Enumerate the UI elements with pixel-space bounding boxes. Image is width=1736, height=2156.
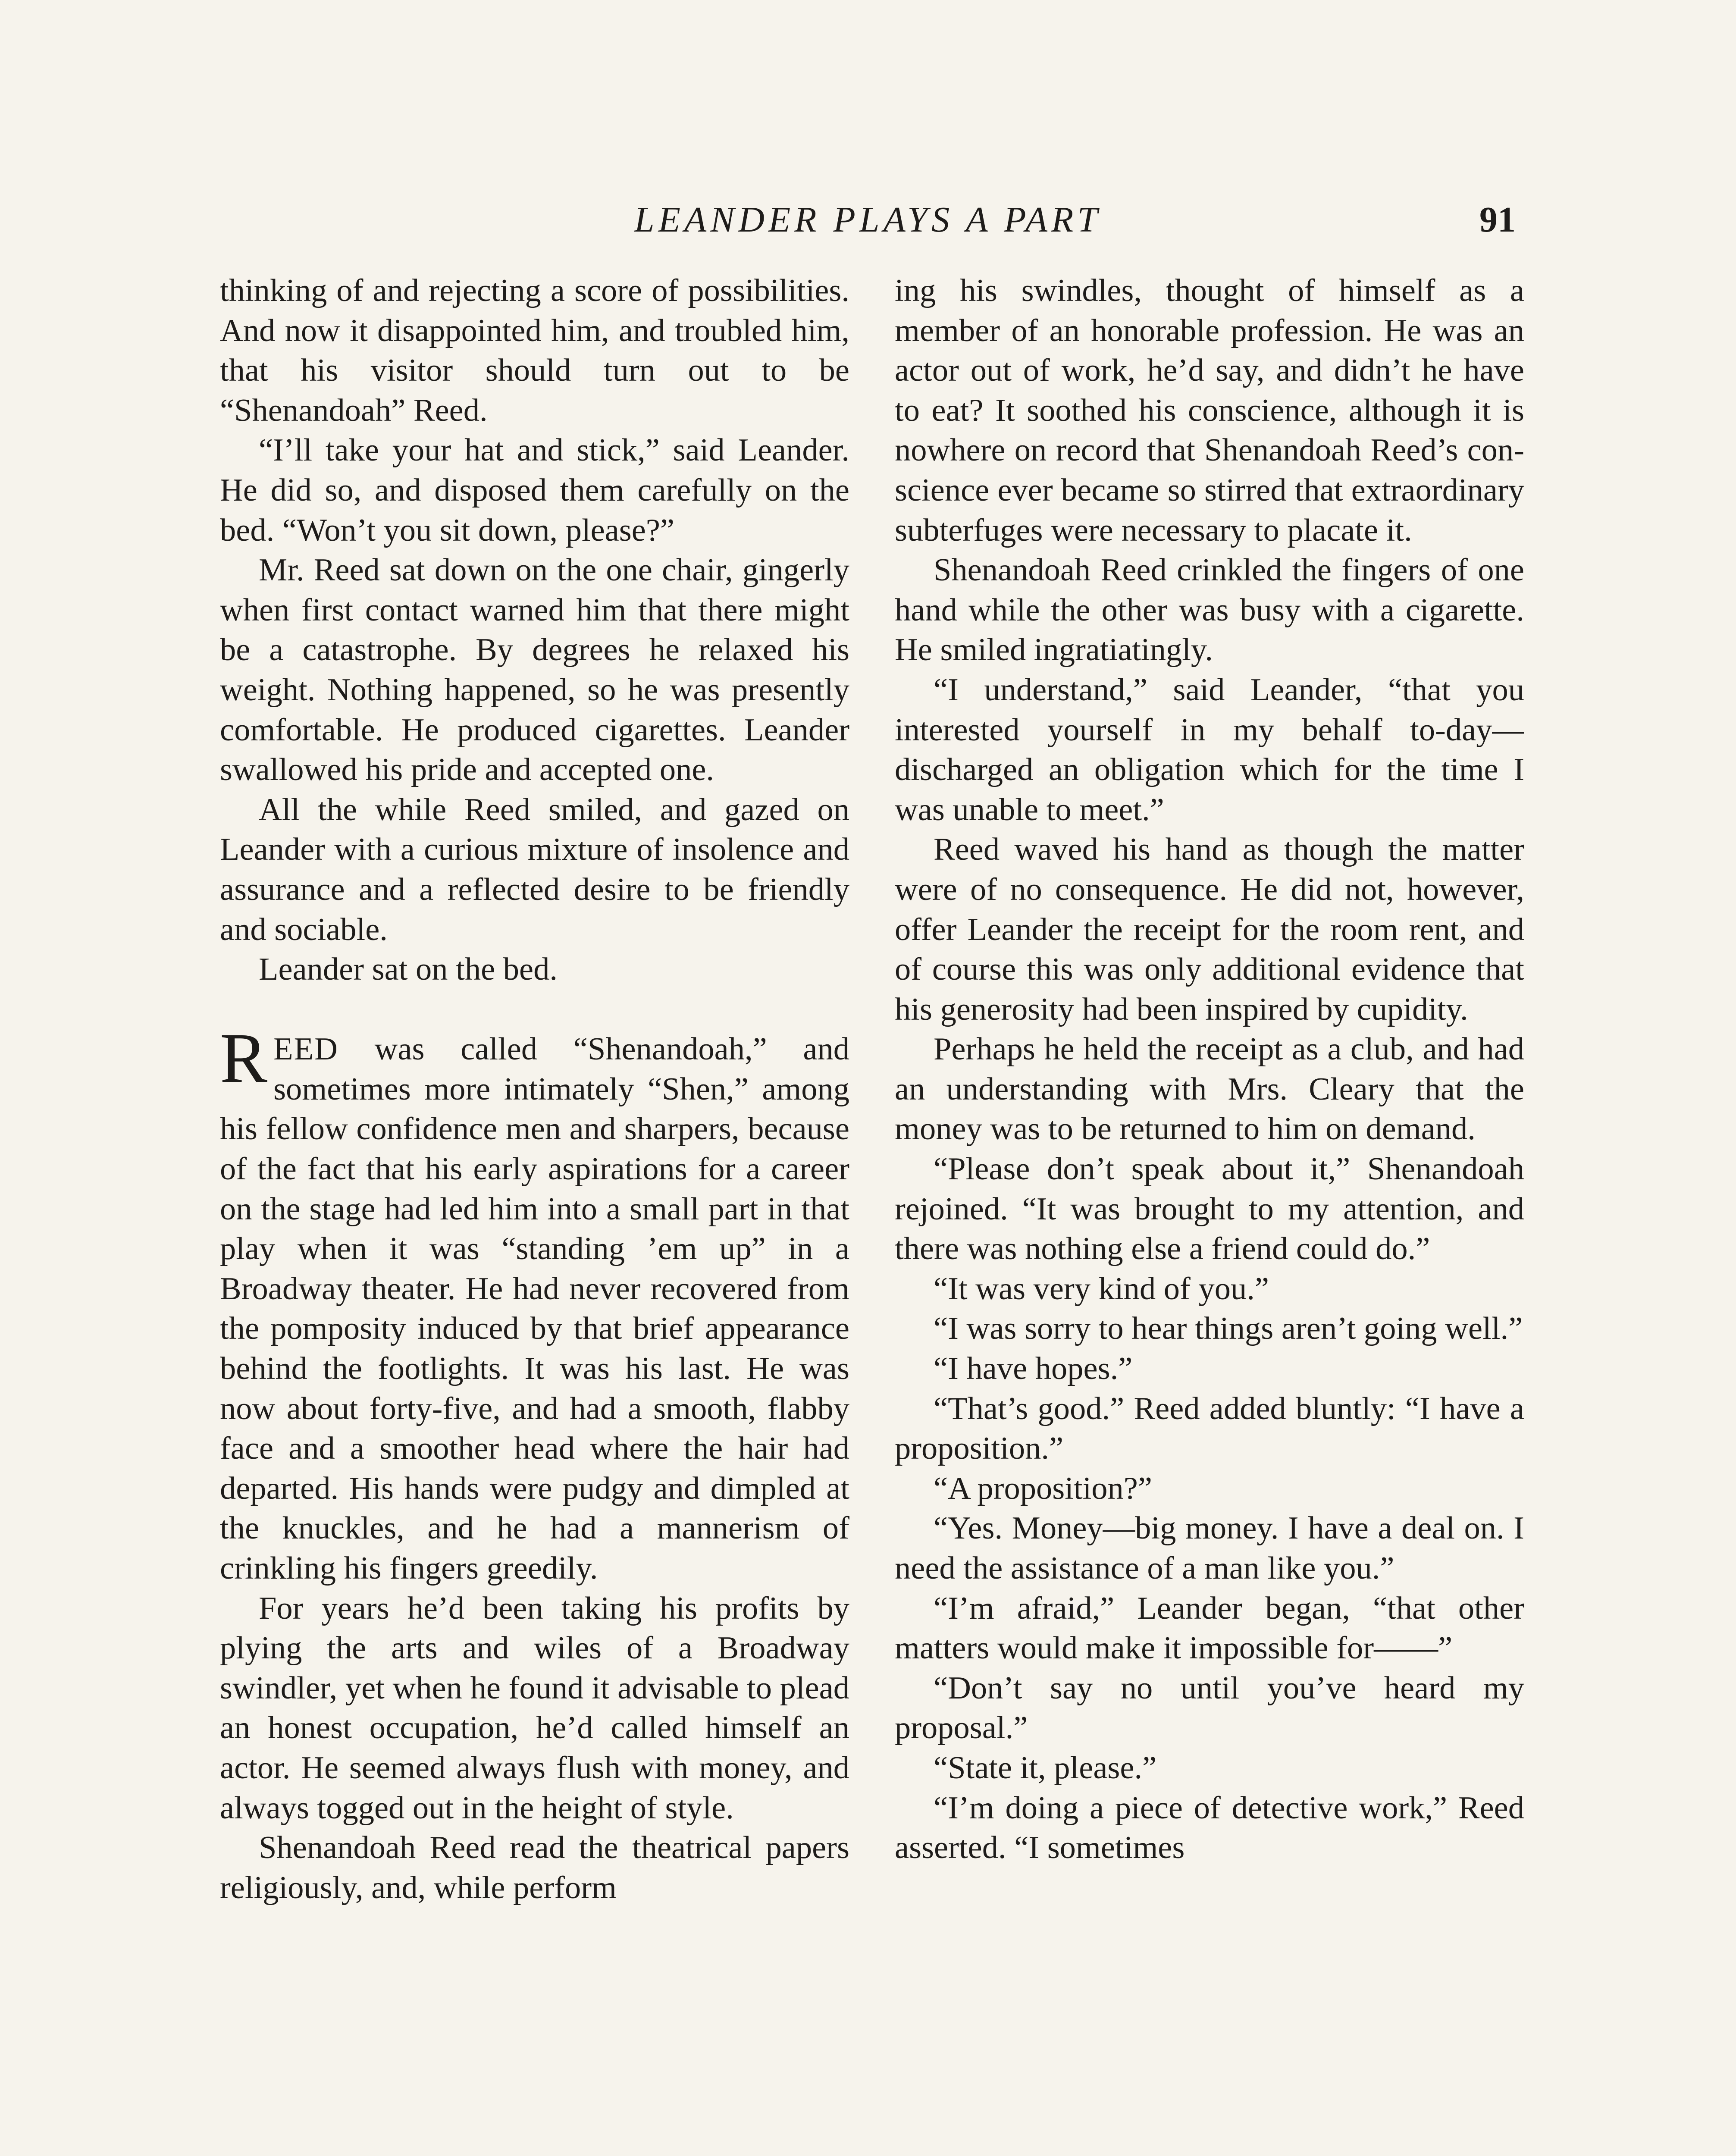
paragraph: Perhaps he held the receipt as a club, and had an understanding with Mrs. Cleary that the money was to be returned to him on demand. [895, 1031, 1524, 1147]
paragraph: Shenandoah Reed crinkled the fingers of one hand while the other was busy with a cigarette. He smiled ingratiatingly. [895, 552, 1524, 668]
paragraph: thinking of and rejecting a score of possibilities. And now it disappointed him, and troubled him, that his visitor should turn out to be “Shenandoah” Reed. [220, 273, 849, 428]
paragraph: All the while Reed smiled, and gazed on Leander with a curious mixture of insolence and assurance and a reflected desire to be friendly and sociable. [220, 792, 849, 947]
paragraph: “I’m afraid,” Leander began, “that other matters would make it impossible for——” [895, 1590, 1524, 1666]
paragraph: “I was sorry to hear things aren’t going well.” [934, 1311, 1523, 1347]
paragraph: “Yes. Money—big money. I have a deal on. I need the assistance of a man like you.” [895, 1510, 1524, 1586]
section-start-paragraph [220, 1018, 849, 1588]
left-column [220, 271, 849, 2156]
drop-cap: R [220, 1018, 268, 1098]
paragraph: “I have hopes.” [934, 1351, 1133, 1387]
paragraph: “It was very kind of you.” [934, 1271, 1269, 1307]
paragraph: Reed waved his hand as though the matter were of no consequence. He did not, however, offer Leander the receipt for the room rent, and of course this was only additional evidence that his generosity had been inspired by cupidity. [895, 832, 1524, 1027]
paragraph: Shenandoah Reed read the theatrical papers religiously, and, while perform [220, 1830, 849, 1905]
paragraph: “I’m doing a piece of detective work,” Reed asserted. “I sometimes [895, 1790, 1524, 1866]
running-title: LEANDER PLAYS A PART [634, 200, 1102, 240]
paragraph: “I understand,” said Leander, “that you interested yourself in my behalf to-day—discharged an obligation which for the time I was unable to meet.” [895, 672, 1524, 827]
paragraph: For years he’d been taking his profits by plying the arts and wiles of a Broadway swindler, yet when he found it advisable to plead an honest occupation, he’d called himself an actor. He seemed always flush with money, and always togged out in the height of style. [220, 1590, 849, 1826]
page-number: 91 [1479, 200, 1516, 240]
paragraph: “I’ll take your hat and stick,” said Leander. He did so, and disposed them carefully on the bed. “Won’t you sit down, please?” [220, 432, 849, 548]
paragraph: ing his swindles, thought of himself as a member of an honorable profession. He was an actor out of work, he’d say, and didn’t he have to eat? It soothed his conscience, although it is nowhere on record that Shenandoah Reed’s conscience ever became so stirred that extraordinary subterfuges were necessary to placate it. [895, 273, 1524, 548]
paragraph: Mr. Reed sat down on the one chair, gingerly when first contact warned him that there might be a catastrophe. By degrees he relaxed his weight. Nothing happened, so he was presently comfortable. He produced cigarettes. Leander swallowed his pride and accepted one. [220, 552, 849, 788]
paragraph: Leander sat on the bed. [259, 952, 558, 987]
paragraph: “Don’t say no until you’ve heard my proposal.” [895, 1670, 1524, 1746]
paragraph: “That’s good.” Reed added bluntly: “I have a proposition.” [895, 1391, 1524, 1467]
running-head [220, 196, 1516, 244]
paragraph: “State it, please.” [934, 1750, 1157, 1786]
paragraph-text: was called “Shenandoah,” and sometimes more intimately “Shen,” among his fellow confidence men and sharpers, because of the fact that his early aspirations for a career on the stage had led him into a small part in that play when it was “standing ’em up” in a Broadway theater. He had never recovered from the pomposity induced by that brief appearance behind the footlights. It was his last. He was now about forty-five, and had a smooth, flabby face and a smoother head where the hair had departed. His hands were pudgy and dimpled at the knuckles, and he had a mannerism of crinkling his fingers greedily. [220, 1031, 849, 1586]
paragraph: “A proposition?” [934, 1470, 1152, 1506]
right-column [895, 271, 1524, 2156]
small-caps-lead: EED [273, 1031, 338, 1067]
paragraph: “Please don’t speak about it,” Shenandoah rejoined. “It was brought to my attention, and there was nothing else a friend could do.” [895, 1151, 1524, 1267]
